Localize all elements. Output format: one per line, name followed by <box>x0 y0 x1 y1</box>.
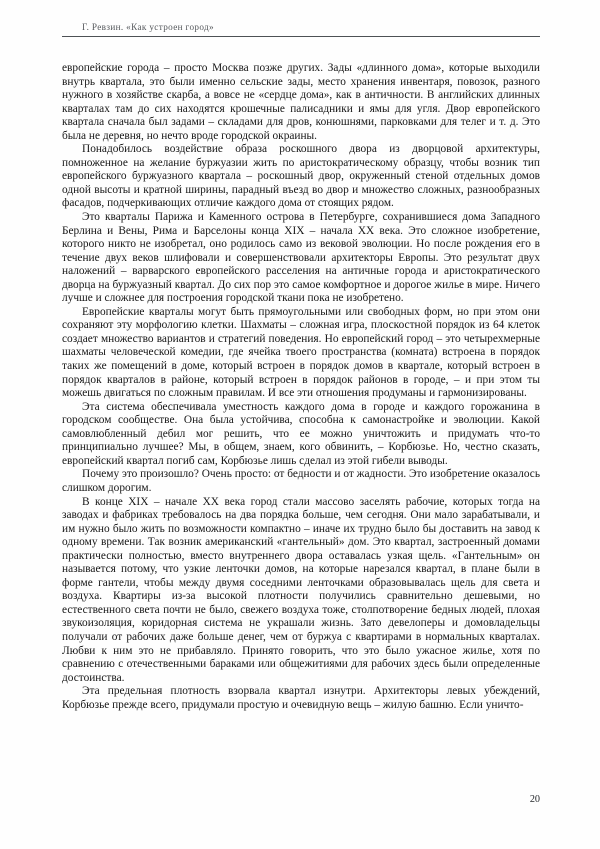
paragraph: Эта система обеспечивала уместность каждого дома в городе и каждого горожанина в городском сообществе. Она была устойчива, способна к самонастройке и эволюции. Какой самовлюбленный дебил мог решить, что ее можно уничтожить и придумать что-то принципиально лучшее? Мы, в общем, знаем, кого обвинить, – Корбюзье. Но, честно сказать, европейский квартал погиб сам, Корбюзье лишь сделал из этой гибели выводы. <box>62 400 540 467</box>
running-header <box>62 22 540 37</box>
paragraph: В конце XIX – начале XX века город стали массово заселять рабочие, которых тогда на заводах и фабриках требовалось на два порядка больше, чем сегодня. Они мало зарабатывали, и им нужно было жить по возможности компактно – иначе их трудно было бы доставить на завод к одному времени. Так возник американский «гантельный» дом. Это квартал, застроенный домами практически полностью, вместо внутреннего двора оставалась узкая щель. «Гантельным» он называется потому, что узкие ленточки домов, на которые нарезался квартал, в плане были в форме гантели, чтобы между двумя соседними ленточками образовывалась щель для света и воздуха. Квартиры из-за высокой плотности получились сравнительно дешевыми, но естественного света почти не было, свежего воздуха тоже, столпотворение бедных людей, плохая звукоизоляция, коридорная система не украшали жизнь. Зато девелоперы и домовладельцы получали от рабочих даже больше денег, чем от буржуа с квартирами в нормальных кварталах. Любви к ним это не прибавляло. Принято говорить, что это было ужасное жилье, хотя по сравнению с отечественными бараками или общежитиями для рабочих здесь были определенные достоинства. <box>62 495 540 684</box>
paragraph: европейские города – просто Москва позже других. Зады «длинного дома», которые выходили внутрь квартала, это были именно сельские зады, место хранения инвентаря, повозок, разного нужного в хозяйстве скарба, а вовсе не «сердце дома», как в античности. В английских длинных кварталах там до сих находятся крошечные палисадники и ямы для угля. Двор европейского квартала сначала был задами – складами для дров, конюшнями, парковками для телег и т. д. Это была не деревня, но нечто вроде городской окраины. <box>62 62 540 142</box>
paragraph: Европейские кварталы могут быть прямоугольными или свободных форм, но при этом они сохраняют эту морфологию клетки. Шахматы – сложная игра, плоскостной порядок из 64 клеток создает множество вариантов и стратегий поведения. Но европейский город – это четырехмерные шахматы человеческой комедии, где ячейка твоего пространства (комната) встроена в порядок таких же помещений в доме, который встроен в порядок домов в квартале, который встроен в порядок кварталов в районе, который встроен в порядок районов в городе, – и при этом ты можешь двигаться по сложным правилам. И все эти отношения продуманы и гармонизированы. <box>62 305 540 400</box>
running-header-title: Г. Ревзин. «Как устроен город» <box>82 22 214 32</box>
running-header-rule <box>62 36 540 37</box>
paragraph: Понадобилось воздействие образа роскошного двора из дворцовой архитектуры, помноженное на желание буржуазии жить по аристократическому образцу, чтобы возник тип европейского буржуазного квартала – роскошный двор, окруженный стеной отдельных домов одной высоты и кратной ширины, парадный въезд во двор и множество сложных, разнообразных фасадов, подчеркивающих отличие каждого дома от стоящих рядом. <box>62 143 540 210</box>
paragraph: Это кварталы Парижа и Каменного острова в Петербурге, сохранившиеся дома Западного Берлина и Вены, Рима и Барселоны конца XIX – начала XX века. Это сложное изобретение, которого никто не изобретал, оно родилось само из вековой эволюции. Но после рождения его в течение двух веков шлифовали и совершенствовали архитекторы Европы. Это результат двух наложений – варварского европейского расселения на античные города и аристократического дворца на буржуазный квартал. До сих пор это самое комфортное и дорогое жилье в мире. Ничего лучше и сложнее для построения городской ткани пока не изобретено. <box>62 211 540 305</box>
paragraph: Почему это произошло? Очень просто: от бедности и от жадности. Это изобретение оказалось слишком дорогим. <box>62 468 540 494</box>
page-number: 20 <box>529 794 540 805</box>
body-text-block <box>62 62 540 712</box>
paragraph: Эта предельная плотность взорвала квартал изнутри. Архитекторы левых убеждений, Корбюзье прежде всего, придумали простую и очевидную вещь – жилую башню. Если уничто- <box>62 685 540 711</box>
